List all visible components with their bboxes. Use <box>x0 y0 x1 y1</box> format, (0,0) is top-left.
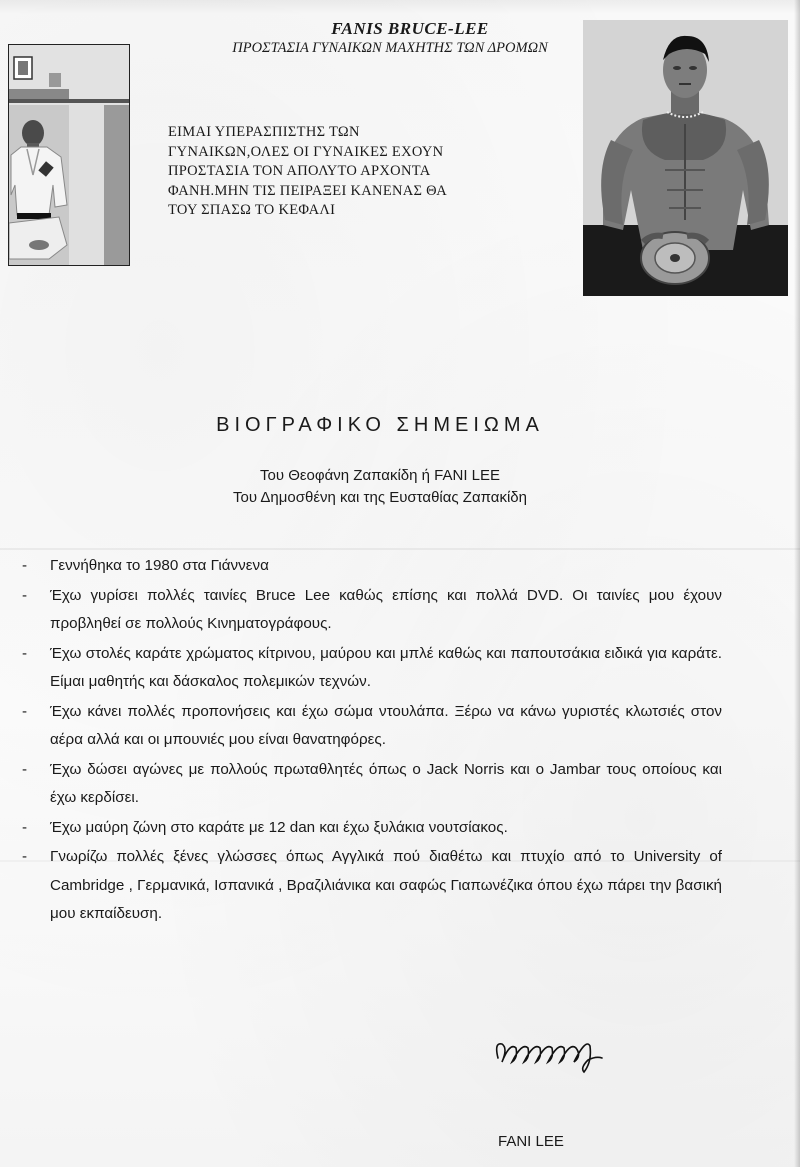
statement-line: ΦΑΝΗ.ΜΗΝ ΤΙΣ ΠΕΙΡΑΞΕΙ ΚΑΝΕΝΑΣ ΘΑ <box>168 182 448 199</box>
handwritten-signature <box>490 1028 610 1078</box>
bullet-text: Έχω μαύρη ζώνη στο καράτε με 12 dan και έχω ξυλάκια νουτσίακος. <box>50 818 508 836</box>
list-item <box>22 843 722 929</box>
statement-line: ΕΙΜΑΙ ΥΠΕΡΑΣΠΙΣΤΗΣ ΤΩΝ <box>168 124 360 140</box>
bullet-text: Έχω κάνει πολλές προπονήσεις και έχω σώμα ντουλάπα. Ξέρω να κάνω γυριστές κλωτσιές στον αέρα αλλά και οι μπουνιές μου είναι θανατηφόρες. <box>50 702 722 748</box>
list-item <box>22 756 722 813</box>
list-item <box>22 552 722 581</box>
bullet-text: Έχω γυρίσει πολλές ταινίες Bruce Lee καθώς επίσης και πολλά DVD. Οι ταινίες μου έχουν προβληθεί σε πολλούς Κινηματογράφους. <box>50 586 722 632</box>
bullet-dash: - <box>22 760 28 778</box>
bullet-text: Έχω δώσει αγώνες με πολλούς πρωταθλητές όπως ο Jack Norris και ο Jambar τους οποίους και έχω κερδίσει. <box>50 760 722 806</box>
protection-statement <box>168 123 508 221</box>
list-item <box>22 698 722 755</box>
paper-edge-shadow <box>794 0 800 1167</box>
bullet-dash: - <box>22 818 28 836</box>
bullet-dash: - <box>22 848 28 865</box>
paper-crease <box>0 548 800 550</box>
statement-line: ΠΡΟΣΤΑΣΙΑ ΤΟΝ ΑΠΟΛΥΤΟ ΑΡΧΟΝΤΑ <box>168 163 431 179</box>
bullet-dash: - <box>22 644 28 662</box>
karate-photo <box>8 44 130 266</box>
statement-line: ΤΟΥ ΣΠΑΣΩ ΤΟ ΚΕΦΑΛΙ <box>168 202 336 218</box>
bodybuilder-image <box>583 20 788 296</box>
bullet-text: Γεννήθηκα το 1980 στα Γιάννενα <box>50 557 269 574</box>
cv-parents-line: Του Δημοσθένη και της Ευσταθίας Ζαπακίδη <box>233 489 527 506</box>
header-subtitle: ΠΡΟΣΤΑΣΙΑ ΓΥΝΑΙΚΩΝ ΜΑΧΗΤΗΣ ΤΩΝ ΔΡΟΜΩΝ <box>232 40 548 56</box>
cv-name-line: Του Θεοφάνη Ζαπακίδη ή FANI LEE <box>259 467 501 484</box>
list-item <box>22 814 722 843</box>
bodybuilder-photo <box>583 20 788 296</box>
bullet-dash: - <box>22 557 28 574</box>
bullet-dash: - <box>22 586 28 604</box>
cv-title: ΒΙΟΓΡΑΦΙΚΟ ΣΗΜΕΙΩΜΑ <box>216 414 544 436</box>
karate-man-image <box>9 45 129 265</box>
list-item <box>22 640 722 697</box>
bio-bullet-list <box>22 552 722 930</box>
signature-name: FANI LEE <box>498 1133 564 1150</box>
bullet-dash: - <box>22 702 28 720</box>
list-item <box>22 582 722 639</box>
bullet-text: Γνωρίζω πολλές ξένες γλώσσες όπως Αγγλικά πού διαθέτω και πτυχίο από το University of Cambridge , Γερμανικά, Ισπανικά , Βραζιλιάνικα και σαφώς Γιαπωνέζικα όπου έχω πάρει την βασική μου εκπαίδευση. <box>50 848 722 922</box>
header-title: FANIS BRUCE-LEE <box>331 19 489 38</box>
bullet-text: Έχω στολές καράτε χρώματος κίτρινου, μαύρου και μπλέ καθώς και παπουτσάκια ειδικά για καράτε. Είμαι μαθητής και δάσκαλος πολεμικών τεχνών. <box>50 644 722 690</box>
statement-line: ΓΥΝΑΙΚΩΝ,ΟΛΕΣ ΟΙ ΓΥΝΑΙΚΕΣ ΕΧΟΥΝ <box>168 143 444 160</box>
